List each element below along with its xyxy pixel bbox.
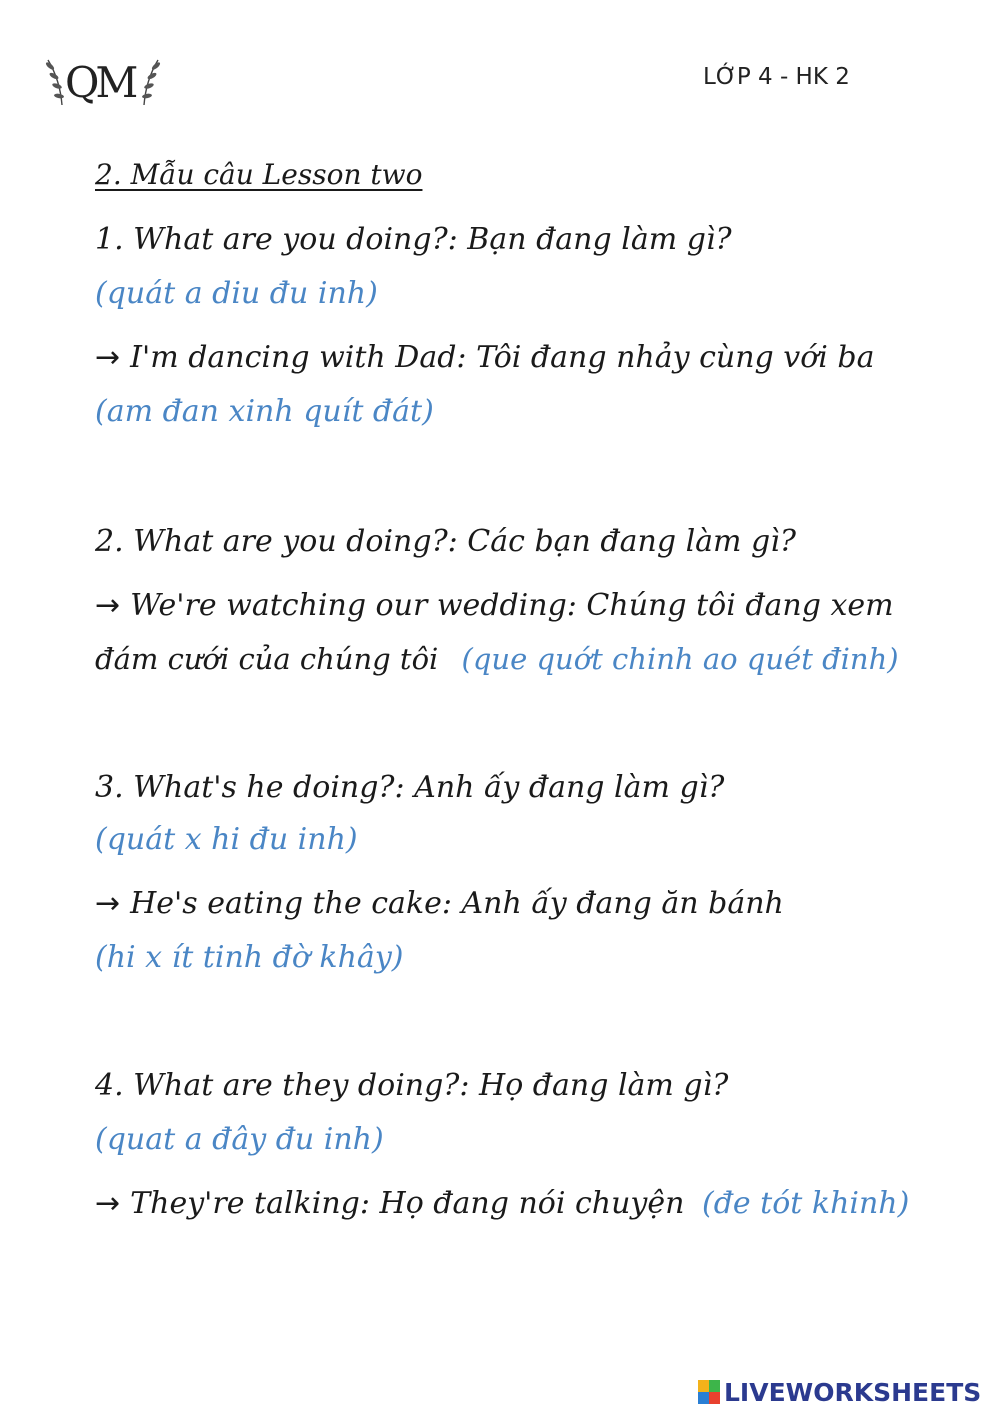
qm-logo xyxy=(40,50,165,115)
brand-name: LIVEWORKSHEETS xyxy=(724,1377,982,1407)
answer-2-cont-text: đám cưới của chúng tôi xyxy=(95,642,439,676)
question-4: 4. What are they doing?: Họ đang làm gì? xyxy=(95,1068,729,1103)
liveworksheets-logo-icon xyxy=(698,1380,720,1404)
answer-1-text: I'm dancing with Dad: Tôi đang nhảy cùng với ba xyxy=(130,340,875,375)
answer-2 xyxy=(95,588,894,623)
question-3: 3. What's he doing?: Anh ấy đang làm gì? xyxy=(95,770,725,805)
class-label: LỚP 4 - HK 2 xyxy=(703,64,850,90)
answer-3 xyxy=(95,886,784,921)
liveworksheets-brand[interactable] xyxy=(698,1378,981,1406)
arrow-icon: → xyxy=(95,886,121,921)
arrow-icon: → xyxy=(95,588,121,623)
answer-2-text: We're watching our wedding: Chúng tôi đang xem xyxy=(130,588,894,623)
arrow-icon: → xyxy=(95,1186,121,1221)
logo-monogram: QM xyxy=(65,58,135,107)
question-4-pronunciation: (quat a đây đu inh) xyxy=(95,1122,384,1157)
answer-4 xyxy=(95,1186,909,1221)
section-heading: 2. Mẫu câu Lesson two xyxy=(95,158,423,191)
answer-4-pronunciation: (đe tót khinh) xyxy=(701,1186,910,1221)
answer-1 xyxy=(95,340,875,375)
answer-1-pronunciation: (am đan xinh quít đát) xyxy=(95,394,434,429)
answer-4-text: They're talking: Họ đang nói chuyện xyxy=(130,1186,685,1221)
question-3-pronunciation: (quát x hi đu inh) xyxy=(95,822,358,857)
arrow-icon: → xyxy=(95,340,121,375)
question-1-pronunciation: (quát a diu đu inh) xyxy=(95,276,378,311)
answer-2-pronunciation: (que quớt chinh ao quét đinh) xyxy=(461,642,899,676)
question-2: 2. What are you doing?: Các bạn đang làm gì? xyxy=(95,524,796,559)
question-1: 1. What are you doing?: Bạn đang làm gì? xyxy=(95,222,732,257)
answer-3-pronunciation: (hi x ít tinh đờ khây) xyxy=(95,940,404,975)
answer-3-text: He's eating the cake: Anh ấy đang ăn bánh xyxy=(130,886,784,921)
answer-2-continued xyxy=(95,642,899,676)
